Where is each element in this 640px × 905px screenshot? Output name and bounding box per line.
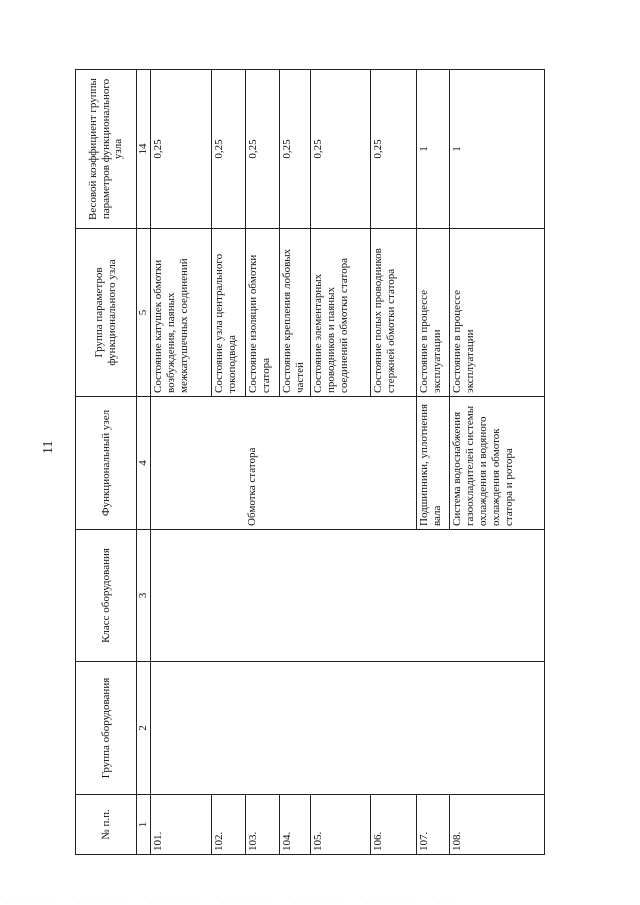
header-functional-unit: Функциональный узел bbox=[76, 397, 137, 530]
row-number: 106. bbox=[370, 795, 416, 855]
parameter-group-cell: Состояние изоляции обмотки статора bbox=[245, 229, 279, 397]
parameter-group-cell: Состояние в процессе эксплуатации bbox=[449, 229, 544, 397]
parameter-group-cell: Состояние крепления лобовых частей bbox=[279, 229, 310, 397]
column-number: 2 bbox=[137, 662, 151, 795]
header-num: № п.п. bbox=[76, 795, 137, 855]
header-parameter-group: Группа параметров функционального узла bbox=[76, 229, 137, 397]
header-equipment-class: Класс оборудования bbox=[76, 530, 137, 662]
header-weight: Весовой коэффициент группы параметров функционального узла bbox=[76, 70, 137, 229]
row-number: 105. bbox=[310, 795, 370, 855]
parameter-group-cell: Состояние узла центрального токоподвода bbox=[211, 229, 245, 397]
weight-cell: 0,25 bbox=[150, 70, 211, 229]
header-row bbox=[76, 70, 137, 855]
equipment-parameters-table bbox=[75, 69, 545, 855]
column-number-row bbox=[137, 70, 151, 855]
column-number: 1 bbox=[137, 795, 151, 855]
weight-cell: 0,25 bbox=[245, 70, 279, 229]
row-number: 101. bbox=[150, 795, 211, 855]
header-equipment-group: Группа оборудования bbox=[76, 662, 137, 795]
table-row bbox=[150, 70, 211, 855]
parameter-group-cell: Состояние катушек обмотки возбуждения, паяных межкатушечных соединений bbox=[150, 229, 211, 397]
weight-cell: 0,25 bbox=[279, 70, 310, 229]
functional-unit-cell: Обмотка статора bbox=[245, 397, 416, 530]
row-number: 103. bbox=[245, 795, 279, 855]
functional-unit-cell: Система водоснабжения газоохладителей системы охлаждения и водяного охлаждения обмоток статора и ротора bbox=[449, 397, 544, 530]
functional-unit-cell: Подшипники, уплотнения вала bbox=[416, 397, 449, 530]
equipment-class-cell bbox=[150, 530, 544, 662]
weight-cell: 0,25 bbox=[211, 70, 245, 229]
parameter-group-cell: Состояние элементарных проводников и паяных соединений обмотки статора bbox=[310, 229, 370, 397]
parameter-group-cell: Состояние в процессе эксплуатации bbox=[416, 229, 449, 397]
column-number: 14 bbox=[137, 70, 151, 229]
weight-cell: 1 bbox=[416, 70, 449, 229]
functional-unit-cell bbox=[150, 397, 245, 530]
row-number: 108. bbox=[449, 795, 544, 855]
row-number: 104. bbox=[279, 795, 310, 855]
parameter-group-cell: Состояние полых проводников стержней обмотки статора bbox=[370, 229, 416, 397]
column-number: 5 bbox=[137, 229, 151, 397]
row-number: 102. bbox=[211, 795, 245, 855]
weight-cell: 0,25 bbox=[370, 70, 416, 229]
equipment-group-cell bbox=[150, 662, 544, 795]
column-number: 4 bbox=[137, 397, 151, 530]
column-number: 3 bbox=[137, 530, 151, 662]
row-number: 107. bbox=[416, 795, 449, 855]
weight-cell: 0,25 bbox=[310, 70, 370, 229]
rotated-table-container bbox=[75, 70, 600, 855]
scan-noise: . . . . . . . . . . . . . . . . . . . . . . . . . . . . . . . . . . . . . . . . . . . . . . . . . . . bbox=[0, 893, 455, 899]
weight-cell: 1 bbox=[449, 70, 544, 229]
page-number: 11 bbox=[41, 440, 56, 454]
